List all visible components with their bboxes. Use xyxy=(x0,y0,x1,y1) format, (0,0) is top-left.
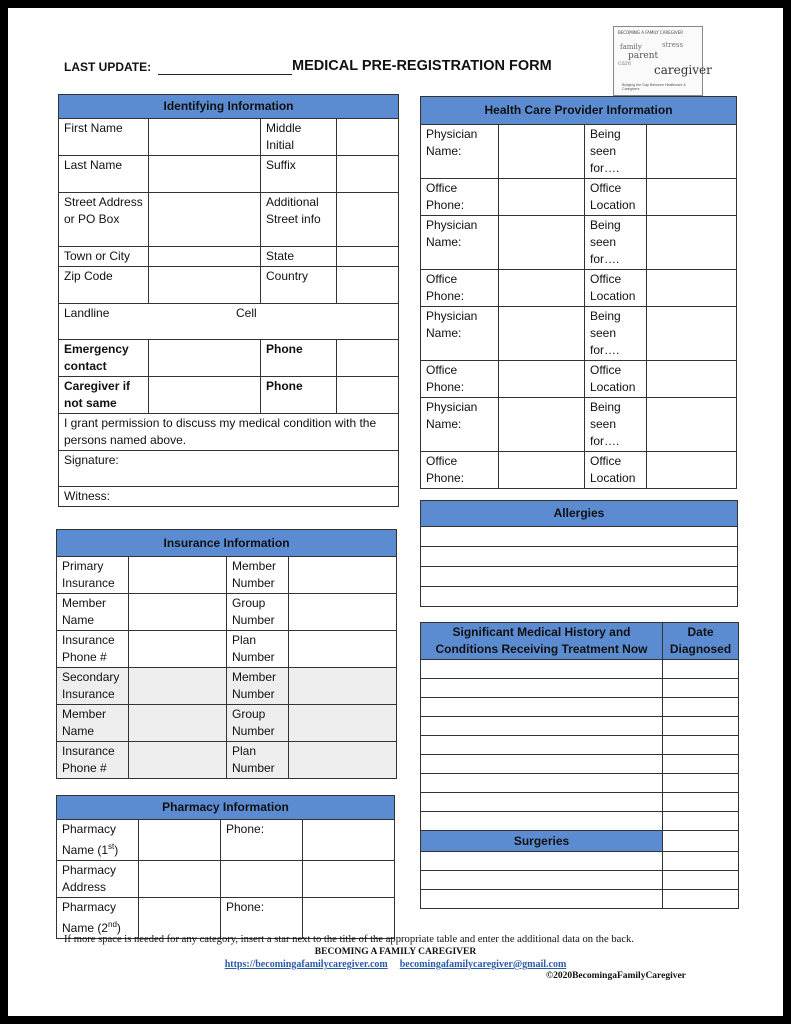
logo-word: parent xyxy=(628,51,659,61)
caregiver-label: Caregiver if not same xyxy=(59,377,149,414)
country-field[interactable] xyxy=(337,267,399,304)
office-location-field[interactable] xyxy=(647,270,737,307)
history-date-field[interactable] xyxy=(663,755,739,774)
surgery-field[interactable] xyxy=(421,871,663,890)
last-update-label: LAST UPDATE: xyxy=(64,60,152,74)
footer-links xyxy=(8,959,783,970)
allergy-row[interactable] xyxy=(421,527,738,547)
primary-insurance-field[interactable] xyxy=(129,557,227,594)
pharmacy-phone-1-label: Phone: xyxy=(221,820,303,861)
history-date-field[interactable] xyxy=(663,698,739,717)
caregiver-field[interactable] xyxy=(149,377,261,414)
logo-word: stress xyxy=(662,41,684,49)
member-number-field[interactable] xyxy=(289,557,397,594)
secondary-insurance-field[interactable] xyxy=(129,668,227,705)
identifying-header: Identifying Information xyxy=(59,95,399,119)
identifying-table xyxy=(58,94,399,507)
date-diagnosed-header: Date Diagnosed xyxy=(663,623,739,660)
emergency-phone-field[interactable] xyxy=(337,340,399,377)
secondary-group-number-field[interactable] xyxy=(289,705,397,742)
zip-field[interactable] xyxy=(149,267,261,304)
physician-name-label: Physician Name: xyxy=(421,307,499,361)
plan-number-field[interactable] xyxy=(289,631,397,668)
additional-street-label: Additional Street info xyxy=(261,193,337,247)
office-location-field[interactable] xyxy=(647,452,737,489)
form-page xyxy=(8,8,783,1016)
last-name-label: Last Name xyxy=(59,156,149,193)
history-date-field[interactable] xyxy=(663,774,739,793)
country-label: Country xyxy=(261,267,337,304)
pharmacy-phone-2-field[interactable] xyxy=(303,898,395,939)
footer-org: BECOMING A FAMILY CAREGIVER xyxy=(314,947,477,957)
pharmacy-address-field-2[interactable] xyxy=(221,861,303,898)
group-number-field[interactable] xyxy=(289,594,397,631)
pharmacy-phone-1-field[interactable] xyxy=(303,820,395,861)
history-date-field[interactable] xyxy=(663,736,739,755)
being-seen-label: Being seen for…. xyxy=(585,125,647,179)
office-phone-field[interactable] xyxy=(499,179,585,216)
first-name-field[interactable] xyxy=(149,119,261,156)
secondary-group-number-label: Group Number xyxy=(227,705,289,742)
footer-copyright: ©2020BecomingaFamilyCaregiver xyxy=(546,971,686,981)
cell-label: Cell xyxy=(236,306,257,320)
emergency-phone-label: Phone xyxy=(261,340,337,377)
caregiver-logo xyxy=(613,26,712,96)
history-condition-field[interactable] xyxy=(421,660,663,679)
state-label: State xyxy=(261,247,337,267)
office-phone-field[interactable] xyxy=(499,270,585,307)
office-phone-label: Office Phone: xyxy=(421,270,499,307)
last-name-field[interactable] xyxy=(149,156,261,193)
permission-statement: I grant permission to discuss my medical condition with the persons named above. xyxy=(59,414,399,451)
secondary-insurance-phone-label: Insurance Phone # xyxy=(57,742,129,779)
email-link[interactable]: becomingafamilycaregiver@gmail.com xyxy=(399,959,567,970)
pharmacy-name-1-label: Pharmacy Name (1st) xyxy=(57,820,139,861)
insurance-table xyxy=(56,529,397,779)
town-label: Town or City xyxy=(59,247,149,267)
office-location-field[interactable] xyxy=(647,361,737,398)
surgery-date-field[interactable] xyxy=(663,871,739,890)
history-date-field[interactable] xyxy=(663,793,739,812)
history-condition-field[interactable] xyxy=(421,793,663,812)
form-title: MEDICAL PRE-REGISTRATION FORM xyxy=(292,58,552,74)
member-number-label: Member Number xyxy=(227,557,289,594)
history-date-field[interactable] xyxy=(663,812,739,831)
pharmacy-address-label: Pharmacy Address xyxy=(57,861,139,898)
pharmacy-name-1-field[interactable] xyxy=(139,820,221,861)
physician-name-label: Physician Name: xyxy=(421,216,499,270)
being-seen-field[interactable] xyxy=(647,307,737,361)
primary-insurance-label: Primary Insurance xyxy=(57,557,129,594)
physician-name-label: Physician Name: xyxy=(421,398,499,452)
insurance-phone-label: Insurance Phone # xyxy=(57,631,129,668)
insurance-phone-field[interactable] xyxy=(129,631,227,668)
insurance-header: Insurance Information xyxy=(57,530,397,557)
physician-name-field[interactable] xyxy=(499,216,585,270)
history-header: Significant Medical History and Conditions Receiving Treatment Now xyxy=(421,623,663,660)
emergency-contact-field[interactable] xyxy=(149,340,261,377)
website-link[interactable]: https://becomingafamilycaregiver.com xyxy=(224,959,388,970)
state-field[interactable] xyxy=(337,247,399,267)
history-condition-field[interactable] xyxy=(421,736,663,755)
office-location-label: Office Location xyxy=(585,361,647,398)
surgery-field[interactable] xyxy=(421,890,663,909)
being-seen-label: Being seen for…. xyxy=(585,216,647,270)
office-phone-field[interactable] xyxy=(499,361,585,398)
office-location-label: Office Location xyxy=(585,452,647,489)
physician-name-field[interactable] xyxy=(499,307,585,361)
additional-street-field[interactable] xyxy=(337,193,399,247)
pharmacy-address-field[interactable] xyxy=(139,861,221,898)
first-name-label: First Name xyxy=(59,119,149,156)
allergy-row[interactable] xyxy=(421,547,738,567)
member-name-field[interactable] xyxy=(129,594,227,631)
secondary-member-number-label: Member Number xyxy=(227,668,289,705)
office-phone-label: Office Phone: xyxy=(421,452,499,489)
being-seen-field[interactable] xyxy=(647,398,737,452)
phone-row[interactable] xyxy=(59,304,399,340)
history-condition-field[interactable] xyxy=(421,698,663,717)
surgery-field[interactable] xyxy=(421,852,663,871)
street-field[interactable] xyxy=(149,193,261,247)
caregiver-phone-field[interactable] xyxy=(337,377,399,414)
pharmacy-name-2-label: Pharmacy Name (2nd) xyxy=(57,898,139,939)
allergies-header: Allergies xyxy=(421,501,738,527)
office-location-label: Office Location xyxy=(585,179,647,216)
pharmacy-address-field-3[interactable] xyxy=(303,861,395,898)
being-seen-label: Being seen for…. xyxy=(585,398,647,452)
provider-table xyxy=(420,96,737,489)
physician-name-field[interactable] xyxy=(499,125,585,179)
logo-tagline-top: BECOMING A FAMILY CAREGIVER xyxy=(618,30,684,35)
plan-number-label: Plan Number xyxy=(227,631,289,668)
secondary-member-name-label: Member Name xyxy=(57,705,129,742)
history-date-field[interactable] xyxy=(663,679,739,698)
history-condition-field[interactable] xyxy=(421,755,663,774)
office-phone-label: Office Phone: xyxy=(421,361,499,398)
being-seen-field[interactable] xyxy=(647,216,737,270)
logo-word: care xyxy=(618,60,632,67)
provider-header: Health Care Provider Information xyxy=(421,97,737,125)
member-name-label: Member Name xyxy=(57,594,129,631)
being-seen-field[interactable] xyxy=(647,125,737,179)
pharmacy-name-2-field[interactable] xyxy=(139,898,221,939)
surgery-date-field[interactable] xyxy=(663,831,739,852)
secondary-plan-number-field[interactable] xyxy=(289,742,397,779)
secondary-plan-number-label: Plan Number xyxy=(227,742,289,779)
street-label: Street Address or PO Box xyxy=(59,193,149,247)
pharmacy-table xyxy=(56,795,395,939)
physician-name-label: Physician Name: xyxy=(421,125,499,179)
office-location-label: Office Location xyxy=(585,270,647,307)
history-date-field[interactable] xyxy=(663,660,739,679)
secondary-member-number-field[interactable] xyxy=(289,668,397,705)
history-condition-field[interactable] xyxy=(421,812,663,831)
caregiver-phone-label: Phone xyxy=(261,377,337,414)
last-update-field[interactable] xyxy=(158,74,292,75)
pharmacy-header: Pharmacy Information xyxy=(57,796,395,820)
town-field[interactable] xyxy=(149,247,261,267)
footer-note: If more space is needed for any category, insert a star next to the title of the appropriate table and enter the additional data on the back. xyxy=(64,934,634,945)
history-table xyxy=(420,622,739,909)
physician-name-field[interactable] xyxy=(499,398,585,452)
zip-label: Zip Code xyxy=(59,267,149,304)
office-phone-field[interactable] xyxy=(499,452,585,489)
middle-initial-label: Middle Initial xyxy=(261,119,337,156)
history-condition-field[interactable] xyxy=(421,717,663,736)
suffix-label: Suffix xyxy=(261,156,337,193)
pharmacy-phone-2-label: Phone: xyxy=(221,898,303,939)
emergency-contact-label: Emergency contact xyxy=(59,340,149,377)
group-number-label: Group Number xyxy=(227,594,289,631)
signature-field[interactable]: Signature: xyxy=(59,451,399,487)
landline-label: Landline xyxy=(64,306,110,320)
office-location-field[interactable] xyxy=(647,179,737,216)
suffix-field[interactable] xyxy=(337,156,399,193)
surgeries-header: Surgeries xyxy=(421,831,663,852)
secondary-insurance-label: Secondary Insurance xyxy=(57,668,129,705)
logo-word: family xyxy=(620,43,642,51)
logo-tagline-bottom: Bridging the Gap Between Healthcare & Caregivers xyxy=(622,83,686,91)
surgery-date-field[interactable] xyxy=(663,852,739,871)
office-phone-label: Office Phone: xyxy=(421,179,499,216)
allergy-row[interactable] xyxy=(421,567,738,587)
secondary-member-name-field[interactable] xyxy=(129,705,227,742)
history-date-field[interactable] xyxy=(663,717,739,736)
witness-field[interactable]: Witness: xyxy=(59,487,399,507)
middle-initial-field[interactable] xyxy=(337,119,399,156)
allergies-table xyxy=(420,500,738,607)
logo-word: caregiver xyxy=(654,63,712,77)
history-condition-field[interactable] xyxy=(421,679,663,698)
surgery-date-field[interactable] xyxy=(663,890,739,909)
secondary-insurance-phone-field[interactable] xyxy=(129,742,227,779)
being-seen-label: Being seen for…. xyxy=(585,307,647,361)
history-condition-field[interactable] xyxy=(421,774,663,793)
allergy-row[interactable] xyxy=(421,587,738,607)
